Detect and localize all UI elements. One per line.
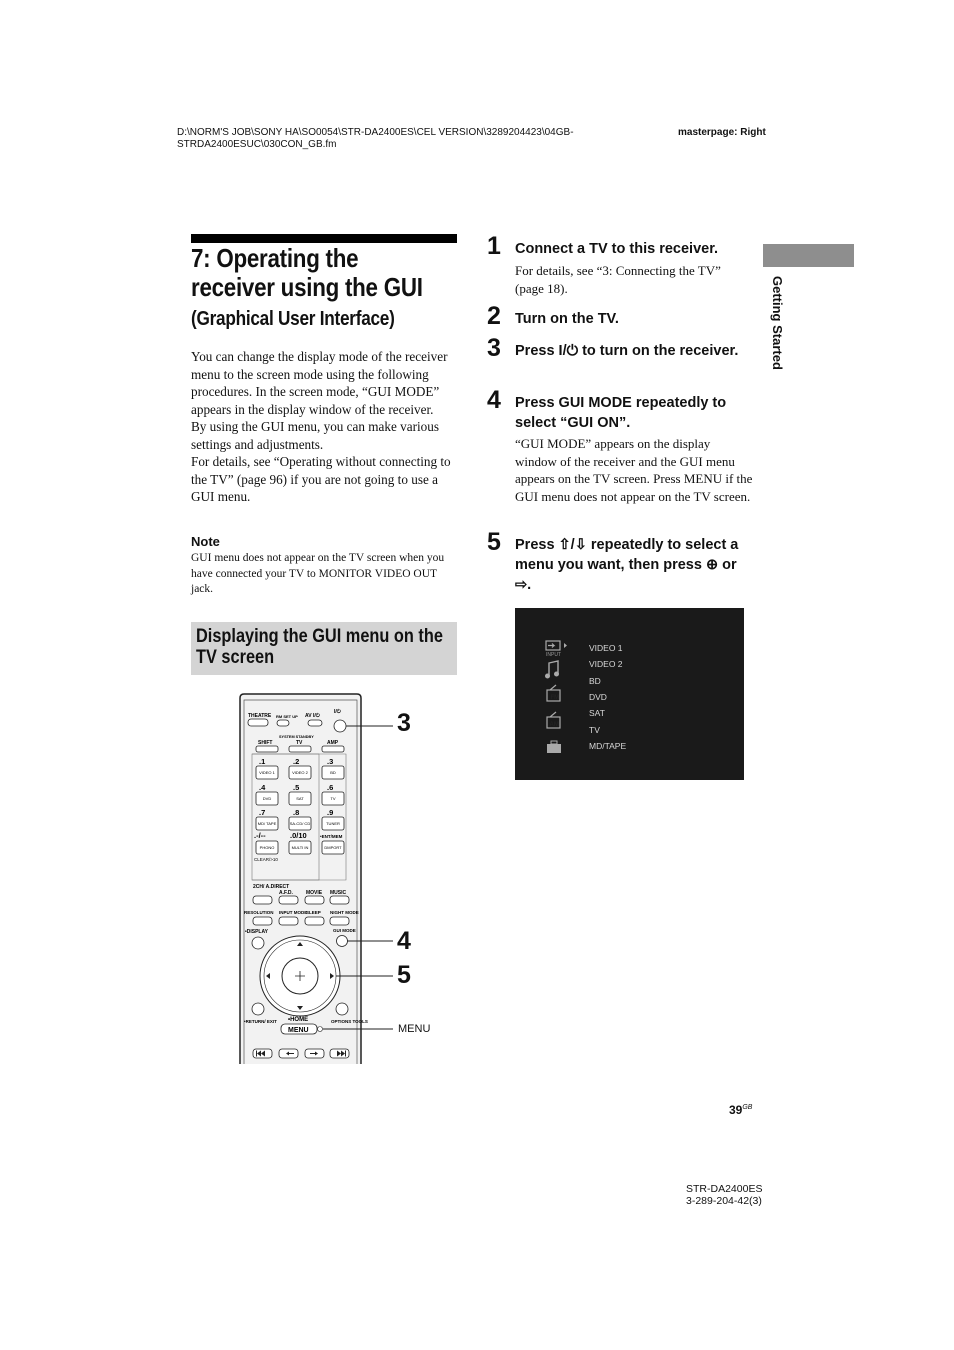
- section-tab-label: Getting Started: [770, 276, 785, 370]
- remote-key-label: .8: [293, 808, 300, 817]
- section-heading: Displaying the GUI menu on the TV screen: [196, 626, 443, 668]
- gui-menu-item: BD: [589, 676, 601, 686]
- page-number: [729, 1103, 752, 1117]
- svg-text:BD: BD: [330, 770, 336, 775]
- svg-text:A.F.D.: A.F.D.: [279, 890, 293, 896]
- svg-text:DVD: DVD: [262, 796, 272, 801]
- model-info: [686, 1183, 762, 1207]
- step-number: 3: [487, 334, 501, 362]
- remote-key-label: .3: [327, 757, 334, 766]
- svg-text:SA-CD/ CD: SA-CD/ CD: [289, 821, 311, 826]
- svg-text:DMPORT: DMPORT: [324, 845, 342, 850]
- note-body: GUI menu does not appear on the TV screen when you have connected your TV to MONITOR VIDEO OUT jack.: [191, 552, 445, 595]
- input-icon: [546, 641, 567, 650]
- step-heading: Turn on the TV.: [515, 311, 619, 327]
- gui-menu-screen: [515, 608, 744, 780]
- step-heading: Connect a TV to this receiver.: [515, 241, 719, 257]
- intro-text: [191, 348, 459, 506]
- intro-paragraph: For details, see “Operating without connecting to the TV” (page 96) if you are not going to use a GUI menu.: [191, 454, 451, 504]
- remote-label-rmsetup: RM SET UP: [276, 714, 298, 719]
- svg-text:SAT: SAT: [296, 796, 304, 801]
- svg-text:TUNER: TUNER: [326, 821, 340, 826]
- gui-menu-item: VIDEO 2: [589, 659, 623, 669]
- svg-text:2CH/ A.DIRECT: 2CH/ A.DIRECT: [253, 884, 290, 890]
- remote-key-label: .7: [259, 808, 266, 817]
- svg-text:PHONO: PHONO: [259, 845, 275, 850]
- svg-text:OPTIONS TOOLS: OPTIONS TOOLS: [331, 1019, 368, 1024]
- svg-text:AM: AM: [549, 722, 559, 728]
- gui-menu-item: DVD: [589, 692, 607, 702]
- remote-key-label: .5: [293, 783, 300, 792]
- masterpage-label: masterpage: Right: [678, 127, 766, 138]
- file-path-line1: D:\NORM'S JOB\SONY HA\SO0054\STR-DA2400ES\CEL VERSION\3289204423\04GB-: [177, 127, 574, 138]
- step-heading: Press GUI MODE repeatedly to select “GUI ON”.: [515, 395, 727, 431]
- gui-icons: [515, 608, 744, 780]
- remote-key-label: .9: [327, 808, 334, 817]
- svg-text:NIGHT MODE: NIGHT MODE: [330, 910, 359, 915]
- svg-text:MUSIC: MUSIC: [330, 890, 347, 896]
- svg-text:•RETURN/ EXIT: •RETURN/ EXIT: [244, 1019, 277, 1024]
- remote-key-label: .-/--: [254, 831, 266, 840]
- gui-menu-item: MD/TAPE: [589, 741, 627, 751]
- svg-text:MD/ TAPE: MD/ TAPE: [257, 821, 277, 826]
- gui-menu-item: VIDEO 1: [589, 643, 623, 653]
- step-body: For details, see “3: Connecting the TV” (page 18).: [515, 263, 721, 296]
- svg-text:TV: TV: [330, 796, 336, 801]
- remote-label-tv: TV: [296, 740, 303, 746]
- callout-3: 3: [397, 709, 411, 737]
- gui-menu-item: TV: [589, 725, 600, 735]
- title-rule: [191, 234, 457, 243]
- remote-label-av: AV I/⏻: [305, 713, 320, 719]
- menu-callout-label: MENU: [398, 1023, 431, 1035]
- page-title-subtitle: (Graphical User Interface): [191, 308, 395, 330]
- page-number-value: 39: [729, 1103, 743, 1117]
- remote-label-theatre: THEATRE: [248, 713, 272, 719]
- remote-illustration: [236, 692, 466, 1064]
- step-number: 4: [487, 386, 501, 414]
- section-tab-bar: [763, 244, 854, 267]
- svg-text:•HOME: •HOME: [288, 1017, 309, 1023]
- remote-key-label: .1: [259, 757, 266, 766]
- remote-label-clear: CLEAR/>10: [254, 857, 278, 862]
- svg-text:MULTI IN: MULTI IN: [291, 845, 309, 850]
- remote-label-amp: AMP: [327, 740, 339, 746]
- step-number: 1: [487, 232, 501, 260]
- model-code: 3-289-204-42(3): [686, 1195, 762, 1207]
- settings-icon: [547, 741, 561, 753]
- note-heading: Note: [191, 534, 220, 549]
- svg-text:MOVIE: MOVIE: [306, 890, 323, 896]
- gui-menu-item: SAT: [589, 708, 605, 718]
- page-title-main: 7: Operating the receiver using the GUI: [191, 243, 423, 302]
- intro-paragraph: By using the GUI menu, you can make various settings and adjustments.: [191, 419, 439, 452]
- svg-text:RESOLUTION: RESOLUTION: [244, 910, 274, 915]
- page-number-suffix: GB: [742, 1104, 753, 1111]
- svg-text:VIDEO 2: VIDEO 2: [292, 770, 308, 775]
- model-name: STR-DA2400ES: [686, 1183, 763, 1195]
- step-number: 2: [487, 302, 501, 330]
- remote-label-shift: SHIFT: [258, 740, 273, 746]
- svg-text:INPUT MODE: INPUT MODE: [279, 910, 308, 915]
- svg-text:GUI MODE: GUI MODE: [333, 928, 356, 933]
- page-title: [191, 244, 428, 334]
- input-label: INPUT: [546, 652, 561, 658]
- callout-4: 4: [397, 927, 411, 955]
- music-icon: [546, 661, 559, 678]
- callout-5: 5: [397, 961, 411, 989]
- step-heading: Press ⇧/⇩ repeatedly to select a menu you want, then press ⊕ or ⇨.: [515, 537, 739, 593]
- section-tab: [763, 276, 793, 386]
- remote-key-label: •ENT/MEM: [320, 834, 343, 839]
- svg-text:SLEEP: SLEEP: [306, 910, 321, 915]
- step-heading: Press I/⏻ to turn on the receiver.: [515, 343, 739, 359]
- remote-key-label: .0/10: [290, 831, 307, 840]
- step-body: “GUI MODE” appears on the display window of the receiver and the GUI menu appears on the TV screen. Press MENU if the GUI menu does not appear on the TV screen.: [515, 436, 753, 504]
- remote-key-label: .2: [293, 757, 300, 766]
- remote-label-power: I/⏻: [334, 709, 341, 715]
- file-path: [177, 127, 637, 151]
- svg-text:VIDEO 1: VIDEO 1: [259, 770, 275, 775]
- remote-key-label: .4: [259, 783, 266, 792]
- svg-text:MENU: MENU: [288, 1027, 309, 1034]
- step-number: 5: [487, 528, 501, 556]
- svg-text:FM: FM: [550, 695, 560, 701]
- intro-paragraph: You can change the display mode of the receiver menu to the screen mode using the following procedures. In the screen mode, “GUI MODE” appears in the display window of the receiver.: [191, 349, 448, 417]
- remote-key-label: .6: [327, 783, 334, 792]
- file-path-line2: STRDA2400ESUC\030CON_GB.fm: [177, 139, 337, 150]
- remote-label-standby: SYSTEM STANDBY: [279, 735, 314, 739]
- svg-text:•DISPLAY: •DISPLAY: [245, 929, 268, 935]
